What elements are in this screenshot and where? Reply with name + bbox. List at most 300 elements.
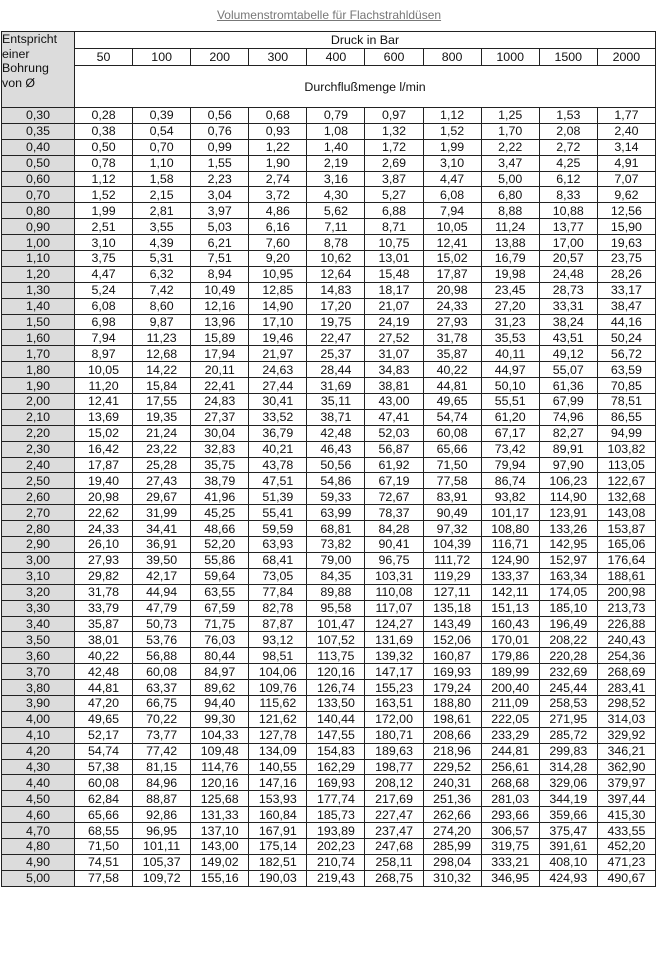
flow-rate-cell: 80,44 bbox=[191, 648, 249, 664]
flow-rate-cell: 310,32 bbox=[423, 870, 481, 886]
bore-diameter-cell: 2,40 bbox=[2, 457, 75, 473]
flow-rate-cell: 471,23 bbox=[597, 854, 655, 870]
flow-rate-cell: 213,73 bbox=[597, 600, 655, 616]
flow-rate-cell: 227,47 bbox=[365, 807, 423, 823]
bore-diameter-cell: 2,10 bbox=[2, 409, 75, 425]
flow-rate-cell: 5,27 bbox=[365, 187, 423, 203]
flow-rate-cell: 89,62 bbox=[191, 680, 249, 696]
flow-rate-cell: 147,55 bbox=[307, 727, 365, 743]
flow-rate-cell: 82,27 bbox=[539, 425, 597, 441]
flow-rate-cell: 54,86 bbox=[307, 473, 365, 489]
flow-rate-cell: 17,00 bbox=[539, 235, 597, 251]
flow-rate-cell: 3,47 bbox=[481, 155, 539, 171]
bore-diameter-cell: 0,30 bbox=[2, 108, 75, 124]
flow-rate-cell: 35,53 bbox=[481, 330, 539, 346]
bore-diameter-cell: 4,60 bbox=[2, 807, 75, 823]
bore-diameter-cell: 1,00 bbox=[2, 235, 75, 251]
flow-rate-cell: 4,47 bbox=[423, 171, 481, 187]
flow-rate-cell: 17,87 bbox=[423, 266, 481, 282]
flow-rate-cell: 84,28 bbox=[365, 521, 423, 537]
flow-rate-cell: 46,43 bbox=[307, 441, 365, 457]
table-row bbox=[2, 807, 656, 823]
flow-rate-cell: 131,33 bbox=[191, 807, 249, 823]
flow-rate-cell: 35,75 bbox=[191, 457, 249, 473]
flow-rate-cell: 27,43 bbox=[133, 473, 191, 489]
flow-rate-cell: 59,33 bbox=[307, 489, 365, 505]
flow-rate-cell: 133,50 bbox=[307, 695, 365, 711]
flow-rate-cell: 189,63 bbox=[365, 743, 423, 759]
table-row bbox=[2, 743, 656, 759]
table-row bbox=[2, 664, 656, 680]
flow-rate-cell: 16,79 bbox=[481, 251, 539, 267]
table-row bbox=[2, 838, 656, 854]
flow-rate-cell: 35,87 bbox=[423, 346, 481, 362]
flow-rate-cell: 299,83 bbox=[539, 743, 597, 759]
flow-rate-cell: 101,11 bbox=[133, 838, 191, 854]
table-row bbox=[2, 282, 656, 298]
table-row bbox=[2, 775, 656, 791]
flow-rate-cell: 78,51 bbox=[597, 394, 655, 410]
flow-rate-cell: 140,55 bbox=[249, 759, 307, 775]
flow-rate-cell: 117,07 bbox=[365, 600, 423, 616]
table-row bbox=[2, 537, 656, 553]
flow-rate-cell: 71,50 bbox=[423, 457, 481, 473]
flow-rate-cell: 17,20 bbox=[307, 298, 365, 314]
flow-rate-cell: 6,12 bbox=[539, 171, 597, 187]
flow-rate-cell: 28,73 bbox=[539, 282, 597, 298]
bore-diameter-cell: 3,70 bbox=[2, 664, 75, 680]
flow-rate-cell: 23,45 bbox=[481, 282, 539, 298]
corner-line: Entspricht bbox=[2, 32, 58, 46]
table-row bbox=[2, 680, 656, 696]
document-title: Volumenstromtabelle für Flachstrahldüsen bbox=[216, 8, 442, 22]
table-row bbox=[2, 235, 656, 251]
flow-rate-cell: 60,08 bbox=[423, 425, 481, 441]
flow-rate-cell: 1,12 bbox=[75, 171, 133, 187]
flow-rate-cell: 20,57 bbox=[539, 251, 597, 267]
flow-rate-cell: 27,44 bbox=[249, 378, 307, 394]
flow-rate-cell: 9,62 bbox=[597, 187, 655, 203]
flow-rate-cell: 26,10 bbox=[75, 537, 133, 553]
flow-rate-cell: 433,55 bbox=[597, 823, 655, 839]
flow-rate-cell: 77,58 bbox=[75, 870, 133, 886]
flow-rate-cell: 40,22 bbox=[75, 648, 133, 664]
flow-rate-cell: 2,15 bbox=[133, 187, 191, 203]
bore-diameter-cell: 1,20 bbox=[2, 266, 75, 282]
flow-rate-cell: 15,02 bbox=[75, 425, 133, 441]
flow-rate-cell: 84,97 bbox=[191, 664, 249, 680]
flow-rate-cell: 49,65 bbox=[75, 711, 133, 727]
flow-rate-cell: 67,59 bbox=[191, 600, 249, 616]
pressure-header-cell: 2000 bbox=[597, 49, 655, 66]
flow-rate-cell: 1,99 bbox=[75, 203, 133, 219]
flow-rate-cell: 247,68 bbox=[365, 838, 423, 854]
flow-rate-cell: 8,78 bbox=[307, 235, 365, 251]
flow-rate-cell: 40,11 bbox=[481, 346, 539, 362]
flow-rate-cell: 63,55 bbox=[191, 584, 249, 600]
flow-rate-cell: 6,08 bbox=[423, 187, 481, 203]
flow-rate-cell: 314,03 bbox=[597, 711, 655, 727]
flow-rate-cell: 379,97 bbox=[597, 775, 655, 791]
table-row bbox=[2, 823, 656, 839]
pressure-header-cell: 800 bbox=[423, 49, 481, 66]
flow-rate-cell: 21,97 bbox=[249, 346, 307, 362]
flow-rate-cell: 137,10 bbox=[191, 823, 249, 839]
bore-diameter-cell: 4,80 bbox=[2, 838, 75, 854]
flow-rate-cell: 24,63 bbox=[249, 362, 307, 378]
flow-rate-cell: 4,86 bbox=[249, 203, 307, 219]
flow-rate-cell: 49,12 bbox=[539, 346, 597, 362]
flow-rate-cell: 44,16 bbox=[597, 314, 655, 330]
bore-diameter-cell: 1,50 bbox=[2, 314, 75, 330]
bore-diameter-cell: 2,50 bbox=[2, 473, 75, 489]
flow-rate-cell: 30,04 bbox=[191, 425, 249, 441]
flow-rate-cell: 126,74 bbox=[307, 680, 365, 696]
flow-rate-cell: 218,96 bbox=[423, 743, 481, 759]
flow-rate-cell: 97,32 bbox=[423, 521, 481, 537]
flow-rate-cell: 33,52 bbox=[249, 409, 307, 425]
flow-rate-cell: 36,79 bbox=[249, 425, 307, 441]
table-row bbox=[2, 854, 656, 870]
bore-diameter-cell: 4,40 bbox=[2, 775, 75, 791]
bore-diameter-cell: 3,50 bbox=[2, 632, 75, 648]
flow-rate-cell: 3,75 bbox=[75, 251, 133, 267]
flow-rate-cell: 23,75 bbox=[597, 251, 655, 267]
flow-rate-cell: 0,76 bbox=[191, 123, 249, 139]
flow-rate-cell: 142,11 bbox=[481, 584, 539, 600]
flow-rate-cell: 86,74 bbox=[481, 473, 539, 489]
flow-rate-cell: 114,90 bbox=[539, 489, 597, 505]
bore-diameter-cell: 1,30 bbox=[2, 282, 75, 298]
flow-rate-cell: 139,32 bbox=[365, 648, 423, 664]
table-row bbox=[2, 791, 656, 807]
flow-rate-cell: 11,23 bbox=[133, 330, 191, 346]
flow-rate-cell: 109,76 bbox=[249, 680, 307, 696]
flow-rate-cell: 6,88 bbox=[365, 203, 423, 219]
flow-rate-cell: 113,75 bbox=[307, 648, 365, 664]
flow-rate-cell: 41,96 bbox=[191, 489, 249, 505]
flow-rate-cell: 127,11 bbox=[423, 584, 481, 600]
flow-rate-cell: 55,51 bbox=[481, 394, 539, 410]
flow-rate-cell: 63,37 bbox=[133, 680, 191, 696]
flow-rate-cell: 31,07 bbox=[365, 346, 423, 362]
flow-rate-cell: 2,19 bbox=[307, 155, 365, 171]
flow-rate-cell: 54,74 bbox=[423, 409, 481, 425]
flow-rate-cell: 67,99 bbox=[539, 394, 597, 410]
flow-rate-cell: 226,88 bbox=[597, 616, 655, 632]
table-row bbox=[2, 568, 656, 584]
flow-rate-cell: 21,24 bbox=[133, 425, 191, 441]
flow-rate-cell: 104,33 bbox=[191, 727, 249, 743]
table-row bbox=[2, 600, 656, 616]
flow-rate-cell: 45,25 bbox=[191, 505, 249, 521]
bore-diameter-cell: 0,70 bbox=[2, 187, 75, 203]
bore-diameter-cell: 2,90 bbox=[2, 537, 75, 553]
flow-rate-cell: 177,74 bbox=[307, 791, 365, 807]
flow-rate-cell: 3,10 bbox=[75, 235, 133, 251]
flow-rate-cell: 114,76 bbox=[191, 759, 249, 775]
bore-diameter-cell: 4,90 bbox=[2, 854, 75, 870]
flow-rate-cell: 8,94 bbox=[191, 266, 249, 282]
flow-rate-cell: 124,27 bbox=[365, 616, 423, 632]
flow-rate-cell: 73,42 bbox=[481, 441, 539, 457]
flow-rate-cell: 185,10 bbox=[539, 600, 597, 616]
flow-rate-cell: 134,09 bbox=[249, 743, 307, 759]
flow-rate-cell: 61,92 bbox=[365, 457, 423, 473]
flow-rate-cell: 391,61 bbox=[539, 838, 597, 854]
flow-rate-cell: 15,89 bbox=[191, 330, 249, 346]
flow-rate-cell: 237,47 bbox=[365, 823, 423, 839]
flow-rate-cell: 147,16 bbox=[249, 775, 307, 791]
flow-rate-cell: 314,28 bbox=[539, 759, 597, 775]
flow-rate-table bbox=[1, 31, 656, 887]
flow-rate-cell: 256,61 bbox=[481, 759, 539, 775]
flow-rate-cell: 97,90 bbox=[539, 457, 597, 473]
flow-rate-cell: 135,18 bbox=[423, 600, 481, 616]
flow-rate-cell: 33,17 bbox=[597, 282, 655, 298]
flow-rate-cell: 189,99 bbox=[481, 664, 539, 680]
flow-rate-cell: 77,84 bbox=[249, 584, 307, 600]
flow-rate-cell: 65,66 bbox=[423, 441, 481, 457]
flow-rate-cell: 23,22 bbox=[133, 441, 191, 457]
flow-rate-cell: 62,84 bbox=[75, 791, 133, 807]
flow-rate-cell: 70,22 bbox=[133, 711, 191, 727]
flow-rate-cell: 74,96 bbox=[539, 409, 597, 425]
flow-rate-cell: 153,93 bbox=[249, 791, 307, 807]
flow-rate-cell: 54,74 bbox=[75, 743, 133, 759]
flow-rate-cell: 77,58 bbox=[423, 473, 481, 489]
bore-diameter-cell: 4,00 bbox=[2, 711, 75, 727]
flow-rate-cell: 79,94 bbox=[481, 457, 539, 473]
flow-rate-cell: 33,79 bbox=[75, 600, 133, 616]
flow-rate-cell: 50,24 bbox=[597, 330, 655, 346]
flow-rate-cell: 188,80 bbox=[423, 695, 481, 711]
flow-rate-cell: 132,68 bbox=[597, 489, 655, 505]
flow-rate-cell: 9,87 bbox=[133, 314, 191, 330]
flow-rate-cell: 35,87 bbox=[75, 616, 133, 632]
flow-rate-cell: 0,78 bbox=[75, 155, 133, 171]
flow-rate-cell: 211,09 bbox=[481, 695, 539, 711]
table-row bbox=[2, 155, 656, 171]
flow-rate-cell: 190,03 bbox=[249, 870, 307, 886]
flow-rate-cell: 4,39 bbox=[133, 235, 191, 251]
flow-rate-cell: 1,52 bbox=[75, 187, 133, 203]
flow-rate-cell: 105,37 bbox=[133, 854, 191, 870]
flow-rate-cell: 208,66 bbox=[423, 727, 481, 743]
flow-rate-cell: 4,25 bbox=[539, 155, 597, 171]
flow-rate-cell: 38,71 bbox=[307, 409, 365, 425]
flow-rate-cell: 140,44 bbox=[307, 711, 365, 727]
flow-rate-cell: 180,71 bbox=[365, 727, 423, 743]
table-row bbox=[2, 505, 656, 521]
flow-rate-cell: 7,94 bbox=[423, 203, 481, 219]
corner-line: Bohrung bbox=[2, 61, 49, 75]
flow-rate-cell: 1,70 bbox=[481, 123, 539, 139]
flow-rate-cell: 60,08 bbox=[75, 775, 133, 791]
table-body bbox=[2, 108, 656, 887]
flow-rate-cell: 107,52 bbox=[307, 632, 365, 648]
flow-rate-cell: 244,81 bbox=[481, 743, 539, 759]
flow-rate-cell: 0,56 bbox=[191, 108, 249, 124]
flow-rate-cell: 104,39 bbox=[423, 537, 481, 553]
flow-rate-cell: 15,84 bbox=[133, 378, 191, 394]
flow-rate-cell: 103,31 bbox=[365, 568, 423, 584]
flow-rate-cell: 120,16 bbox=[191, 775, 249, 791]
flow-rate-cell: 2,81 bbox=[133, 203, 191, 219]
flow-rate-cell: 10,62 bbox=[307, 251, 365, 267]
flow-rate-cell: 0,50 bbox=[75, 139, 133, 155]
flow-rate-cell: 1,77 bbox=[597, 108, 655, 124]
flow-rate-cell: 268,69 bbox=[597, 664, 655, 680]
flow-rate-cell: 10,05 bbox=[423, 219, 481, 235]
flow-rate-cell: 71,75 bbox=[191, 616, 249, 632]
flow-rate-cell: 31,99 bbox=[133, 505, 191, 521]
pressure-header-cell: 1000 bbox=[481, 49, 539, 66]
flow-rate-cell: 40,21 bbox=[249, 441, 307, 457]
flow-rate-cell: 19,35 bbox=[133, 409, 191, 425]
flow-rate-cell: 24,33 bbox=[423, 298, 481, 314]
flow-rate-cell: 38,47 bbox=[597, 298, 655, 314]
flow-rate-cell: 1,08 bbox=[307, 123, 365, 139]
flow-rate-cell: 104,06 bbox=[249, 664, 307, 680]
flow-rate-cell: 3,87 bbox=[365, 171, 423, 187]
flow-rate-cell: 10,49 bbox=[191, 282, 249, 298]
flow-rate-cell: 7,07 bbox=[597, 171, 655, 187]
flow-rate-cell: 99,30 bbox=[191, 711, 249, 727]
flow-rate-cell: 1,40 bbox=[307, 139, 365, 155]
bore-diameter-cell: 1,90 bbox=[2, 378, 75, 394]
flow-rate-cell: 155,23 bbox=[365, 680, 423, 696]
bore-diameter-cell: 4,10 bbox=[2, 727, 75, 743]
bore-diameter-cell: 3,60 bbox=[2, 648, 75, 664]
flow-rate-cell: 1,22 bbox=[249, 139, 307, 155]
table-row bbox=[2, 362, 656, 378]
flow-rate-cell: 10,05 bbox=[75, 362, 133, 378]
flow-rate-cell: 61,36 bbox=[539, 378, 597, 394]
table-row bbox=[2, 187, 656, 203]
flow-rate-cell: 285,99 bbox=[423, 838, 481, 854]
flow-rate-cell: 2,23 bbox=[191, 171, 249, 187]
flow-rate-cell: 47,51 bbox=[249, 473, 307, 489]
table-row bbox=[2, 521, 656, 537]
flow-rate-cell: 94,99 bbox=[597, 425, 655, 441]
flow-rate-cell: 9,20 bbox=[249, 251, 307, 267]
table-row bbox=[2, 346, 656, 362]
flow-rate-cell: 38,01 bbox=[75, 632, 133, 648]
flow-rate-cell: 12,68 bbox=[133, 346, 191, 362]
flow-rate-cell: 143,00 bbox=[191, 838, 249, 854]
flow-rate-cell: 124,90 bbox=[481, 552, 539, 568]
pressure-header-cell: 200 bbox=[191, 49, 249, 66]
flow-rate-cell: 1,10 bbox=[133, 155, 191, 171]
flow-rate-cell: 5,03 bbox=[191, 219, 249, 235]
flow-rate-cell: 70,85 bbox=[597, 378, 655, 394]
table-row bbox=[2, 648, 656, 664]
flow-rate-cell: 0,93 bbox=[249, 123, 307, 139]
bore-diameter-cell: 0,50 bbox=[2, 155, 75, 171]
flow-rate-cell: 34,83 bbox=[365, 362, 423, 378]
flow-rate-cell: 172,00 bbox=[365, 711, 423, 727]
flow-rate-cell: 90,41 bbox=[365, 537, 423, 553]
flow-rate-cell: 163,34 bbox=[539, 568, 597, 584]
flow-rate-cell: 40,22 bbox=[423, 362, 481, 378]
flow-rate-cell: 71,50 bbox=[75, 838, 133, 854]
flow-rate-cell: 74,51 bbox=[75, 854, 133, 870]
flow-rate-cell: 176,64 bbox=[597, 552, 655, 568]
flow-rate-cell: 42,48 bbox=[75, 664, 133, 680]
flow-rate-cell: 375,47 bbox=[539, 823, 597, 839]
flow-rate-cell: 200,40 bbox=[481, 680, 539, 696]
flow-rate-cell: 28,26 bbox=[597, 266, 655, 282]
flow-rate-cell: 44,97 bbox=[481, 362, 539, 378]
flow-rate-cell: 11,20 bbox=[75, 378, 133, 394]
flow-rate-cell: 44,94 bbox=[133, 584, 191, 600]
flow-rate-cell: 95,58 bbox=[307, 600, 365, 616]
flow-rate-cell: 4,30 bbox=[307, 187, 365, 203]
flow-rate-cell: 20,98 bbox=[423, 282, 481, 298]
bore-diameter-cell: 2,70 bbox=[2, 505, 75, 521]
flow-rate-cell: 110,08 bbox=[365, 584, 423, 600]
flow-rate-cell: 12,16 bbox=[191, 298, 249, 314]
flow-rate-cell: 152,06 bbox=[423, 632, 481, 648]
table-row bbox=[2, 441, 656, 457]
flow-rate-cell: 155,16 bbox=[191, 870, 249, 886]
flow-rate-cell: 79,00 bbox=[307, 552, 365, 568]
flow-rate-cell: 19,63 bbox=[597, 235, 655, 251]
flow-rate-cell: 1,52 bbox=[423, 123, 481, 139]
flow-rate-cell: 188,61 bbox=[597, 568, 655, 584]
flow-rate-cell: 3,10 bbox=[423, 155, 481, 171]
flow-rate-cell: 271,95 bbox=[539, 711, 597, 727]
flow-rate-cell: 268,68 bbox=[481, 775, 539, 791]
flow-rate-cell: 202,23 bbox=[307, 838, 365, 854]
flow-rate-cell: 179,86 bbox=[481, 648, 539, 664]
flow-rate-cell: 220,28 bbox=[539, 648, 597, 664]
flow-rate-cell: 198,77 bbox=[365, 759, 423, 775]
flow-rate-cell: 1,12 bbox=[423, 108, 481, 124]
flow-rate-cell: 2,08 bbox=[539, 123, 597, 139]
flow-rate-cell: 1,90 bbox=[249, 155, 307, 171]
flow-rate-cell: 68,41 bbox=[249, 552, 307, 568]
flow-rate-cell: 29,67 bbox=[133, 489, 191, 505]
flow-rate-cell: 81,15 bbox=[133, 759, 191, 775]
flow-rate-cell: 219,43 bbox=[307, 870, 365, 886]
flow-rate-cell: 20,98 bbox=[75, 489, 133, 505]
flow-rate-cell: 2,51 bbox=[75, 219, 133, 235]
bore-diameter-cell: 0,90 bbox=[2, 219, 75, 235]
flow-rate-cell: 293,66 bbox=[481, 807, 539, 823]
flow-rate-cell: 5,24 bbox=[75, 282, 133, 298]
flow-rate-cell: 6,21 bbox=[191, 235, 249, 251]
flow-rate-cell: 193,89 bbox=[307, 823, 365, 839]
flow-rate-cell: 217,69 bbox=[365, 791, 423, 807]
flow-rate-cell: 306,57 bbox=[481, 823, 539, 839]
flow-rate-cell: 83,91 bbox=[423, 489, 481, 505]
flow-rate-cell: 208,12 bbox=[365, 775, 423, 791]
bore-diameter-cell: 2,00 bbox=[2, 394, 75, 410]
flow-rate-cell: 22,47 bbox=[307, 330, 365, 346]
flow-rate-cell: 127,78 bbox=[249, 727, 307, 743]
flow-rate-cell: 210,74 bbox=[307, 854, 365, 870]
flow-rate-cell: 208,22 bbox=[539, 632, 597, 648]
bore-diameter-cell: 0,40 bbox=[2, 139, 75, 155]
flow-rate-cell: 38,24 bbox=[539, 314, 597, 330]
flow-rate-cell: 36,91 bbox=[133, 537, 191, 553]
flow-rate-cell: 0,70 bbox=[133, 139, 191, 155]
flow-rate-cell: 15,48 bbox=[365, 266, 423, 282]
flow-rate-cell: 3,97 bbox=[191, 203, 249, 219]
flow-rate-cell: 3,04 bbox=[191, 187, 249, 203]
